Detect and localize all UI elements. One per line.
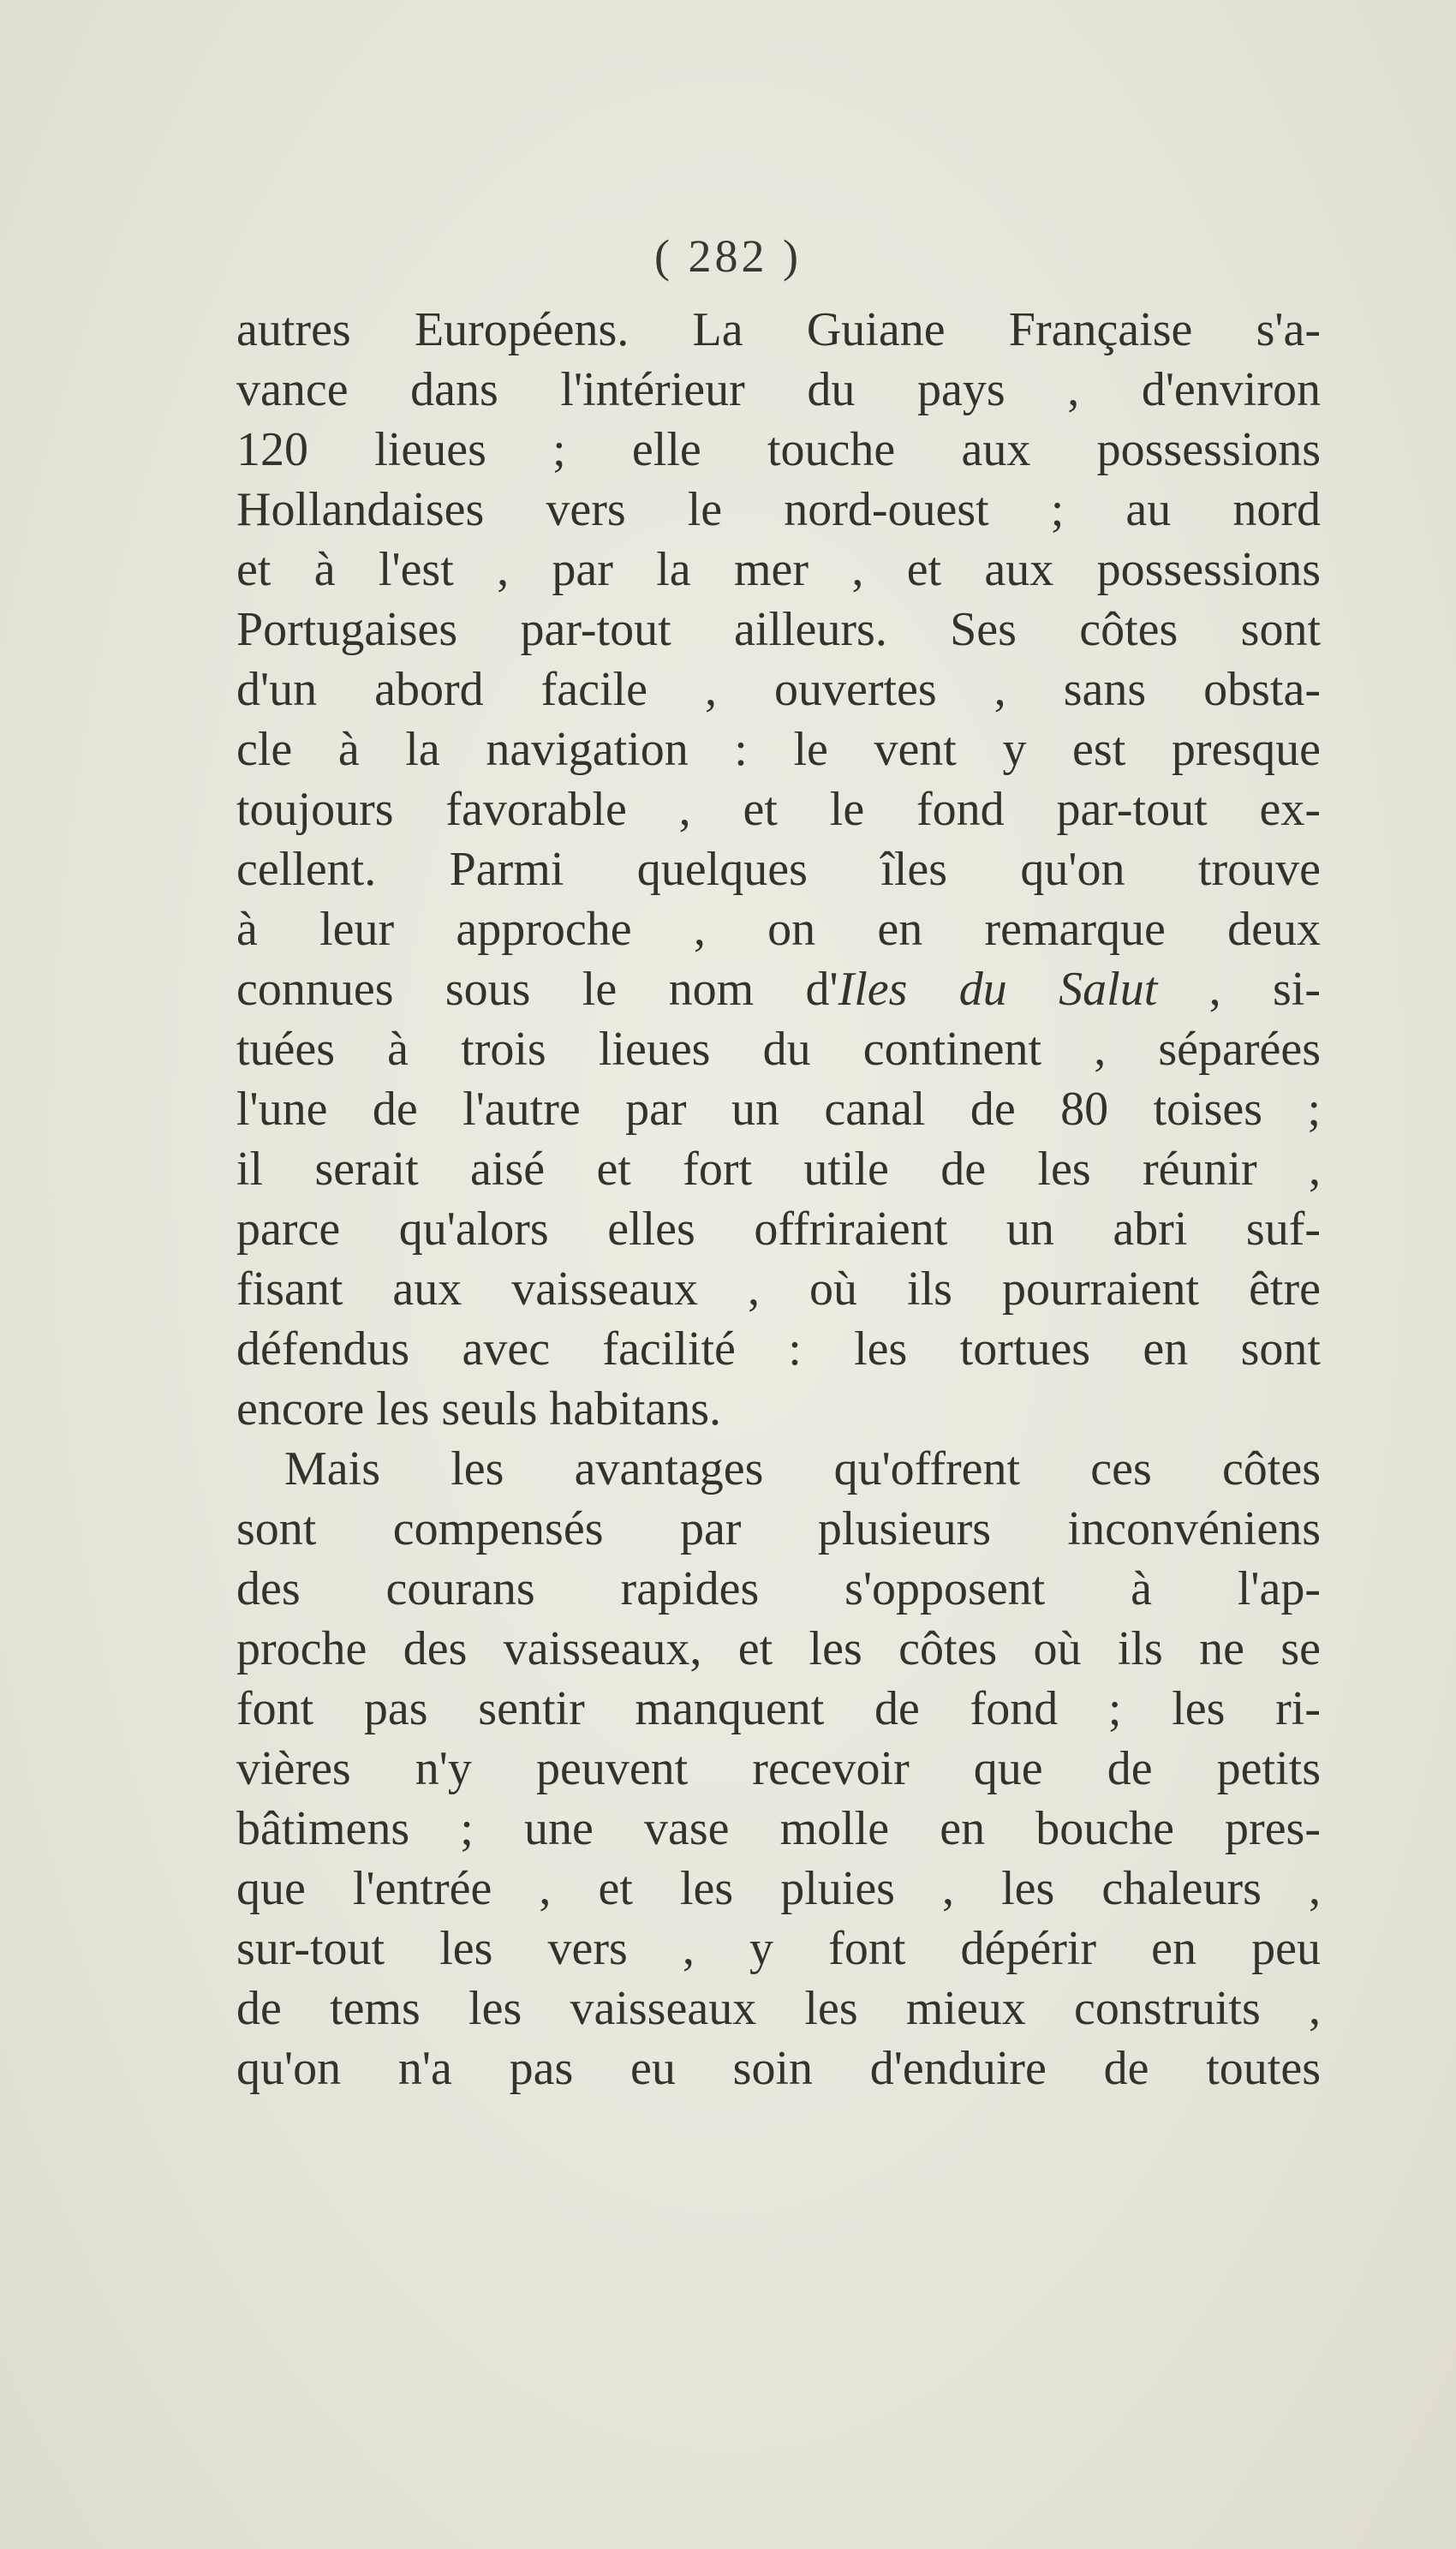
text-line: proche des vaisseaux, et les côtes où ils ne se (236, 1622, 1321, 1675)
text-line: Mais les avantages qu'offrent ces côtes (284, 1442, 1321, 1495)
text-line: l'une de l'autre par un canal de 80 toises ; (236, 1083, 1321, 1136)
text-line: encore les seuls habitans. (236, 1382, 722, 1436)
text-line: il serait aisé et fort utile de les réunir , (236, 1143, 1321, 1196)
text-line: à leur approche , on en remarque deux (236, 903, 1321, 956)
text-line: fisant aux vaisseaux , où ils pourraient être (236, 1263, 1321, 1316)
text-line: 120 lieues ; elle touche aux possessions (236, 423, 1321, 476)
text-line: et à l'est , par la mer , et aux possessions (236, 543, 1321, 596)
text-line: vance dans l'intérieur du pays , d'environ (236, 363, 1321, 416)
text-line: parce qu'alors elles offriraient un abri suf- (236, 1203, 1321, 1256)
text-line: que l'entrée , et les pluies , les chaleurs , (236, 1862, 1321, 1915)
text-line: des courans rapides s'opposent à l'ap- (236, 1562, 1321, 1615)
text-line (236, 959, 1321, 1019)
text-line: de tems les vaisseaux les mieux construits , (236, 1982, 1321, 2035)
text-line: Portugaises par-tout ailleurs. Ses côtes sont (236, 603, 1321, 656)
text-line: cle à la navigation : le vent y est presque (236, 723, 1321, 776)
text-segment: , si- (1157, 963, 1321, 1016)
text-line: sont compensés par plusieurs inconvéniens (236, 1502, 1321, 1555)
text-line: Hollandaises vers le nord-ouest ; au nord (236, 483, 1321, 536)
text-line: cellent. Parmi quelques îles qu'on trouve (236, 843, 1321, 896)
italic-place-name: Iles du Salut (838, 963, 1158, 1016)
text-line: vières n'y peuvent recevoir que de petits (236, 1742, 1321, 1795)
text-line: sur-tout les vers , y font dépérir en peu (236, 1922, 1321, 1975)
text-line: d'un abord facile , ouvertes , sans obsta- (236, 663, 1321, 716)
text-segment: connues sous le nom d' (236, 963, 838, 1016)
text-line: tuées à trois lieues du continent , séparées (236, 1023, 1321, 1076)
text-line: autres Européens. La Guiane Française s'a- (236, 303, 1321, 356)
text-line: toujours favorable , et le fond par-tout ex- (236, 783, 1321, 836)
text-line: défendus avec facilité : les tortues en sont (236, 1322, 1321, 1376)
text-line: font pas sentir manquent de fond ; les ri- (236, 1682, 1321, 1735)
page-number: ( 282 ) (654, 230, 802, 282)
body-text (236, 300, 1321, 2098)
text-line: qu'on n'a pas eu soin d'enduire de toutes (236, 2042, 1321, 2095)
text-line: bâtimens ; une vase molle en bouche pres- (236, 1802, 1321, 1855)
